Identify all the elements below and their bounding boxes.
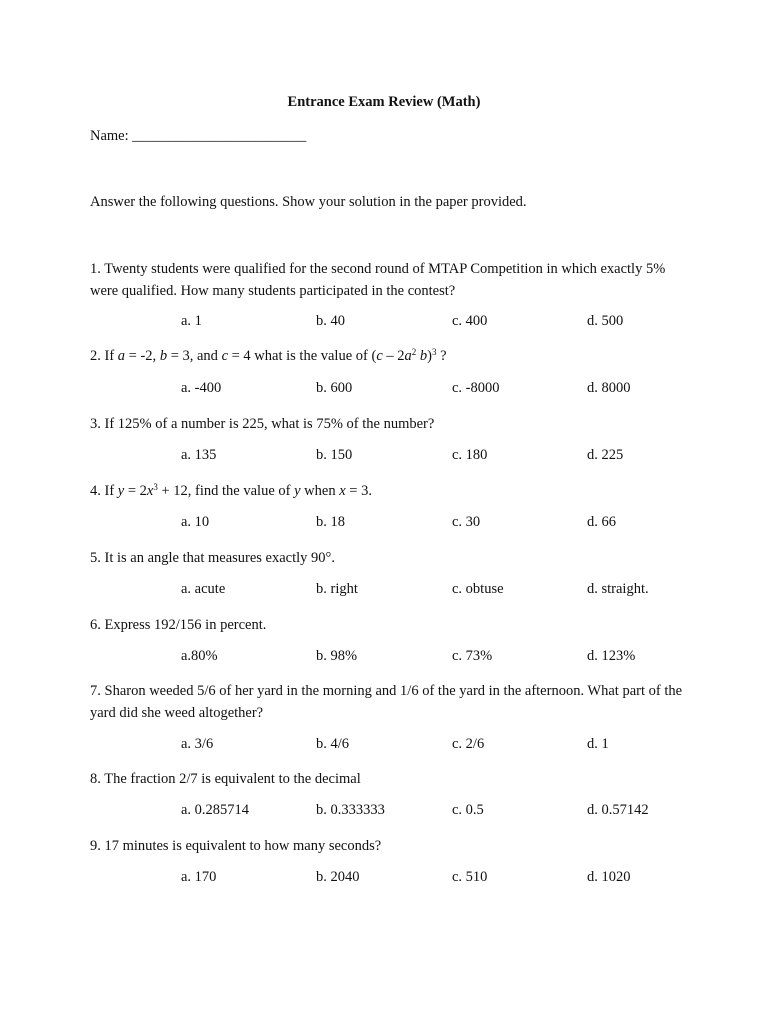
option-a: a. 135 [181, 447, 217, 463]
option-a: a. 170 [181, 869, 217, 885]
question-2: 2. If a = -2, b = 3, and c = 4 what is the value of ($c - 2a^2$ b)$^3$ ? [90, 347, 447, 364]
option-c: c. 73% [452, 648, 493, 664]
option-a: a. 1 [181, 313, 202, 329]
option-d: d. 225 [587, 447, 624, 463]
option-a: a. acute [181, 581, 226, 597]
question-1: 1. Twenty students were qualified for the second round of MTAP Competition in which exactly 5% were qualified. How many students participated in the contest? [90, 261, 666, 299]
question-4: 4. If $y = 2x^3 + 12$, find the value of y when x = 3. [90, 482, 372, 499]
question-8: 8. The fraction 2/7 is equivalent to the decimal [90, 771, 361, 787]
option-c: c. 2/6 [452, 736, 485, 752]
option-a: a. 10 [181, 514, 210, 530]
instructions: Answer the following questions. Show your solution in the paper provided. [90, 194, 527, 210]
option-b: b. 150 [316, 447, 353, 463]
option-d: d. 66 [587, 514, 616, 530]
question-6: 6. Express 192/156 in percent. [90, 617, 267, 633]
option-a: a. 0.285714 [181, 802, 250, 818]
option-d: d. 500 [587, 313, 624, 329]
option-c: c. 180 [452, 447, 488, 463]
option-b: b. 98% [316, 648, 358, 664]
question-7: 7. Sharon weeded 5/6 of her yard in the morning and 1/6 of the yard in the afternoon. What part of the yard did she weed altogether? [90, 683, 683, 721]
option-a: a. -400 [181, 380, 222, 396]
option-c: c. obtuse [452, 581, 504, 597]
option-c: c. 0.5 [452, 802, 484, 818]
option-d: d. 1 [587, 736, 609, 752]
document-title: Entrance Exam Review (Math) [287, 94, 481, 110]
option-b: b. right [316, 581, 358, 597]
option-d: d. 1020 [587, 869, 631, 885]
option-c: c. 400 [452, 313, 488, 329]
option-d: d. 123% [587, 648, 636, 664]
option-b: b. 0.333333 [316, 802, 385, 818]
option-c: c. 510 [452, 869, 488, 885]
name-field-label: Name: ________________________ [90, 128, 307, 144]
question-5: 5. It is an angle that measures exactly 90°. [90, 550, 335, 566]
option-b: b. 18 [316, 514, 345, 530]
option-a: a.80% [181, 648, 218, 664]
option-b: b. 4/6 [316, 736, 350, 752]
option-b: b. 600 [316, 380, 353, 396]
option-d: d. 0.57142 [587, 802, 649, 818]
option-b: b. 40 [316, 313, 345, 329]
option-c: c. -8000 [452, 380, 500, 396]
question-9: 9. 17 minutes is equivalent to how many seconds? [90, 838, 382, 854]
option-c: c. 30 [452, 514, 481, 530]
option-b: b. 2040 [316, 869, 360, 885]
option-d: d. straight. [587, 581, 649, 597]
option-d: d. 8000 [587, 380, 631, 396]
option-a: a. 3/6 [181, 736, 214, 752]
question-3: 3. If 125% of a number is 225, what is 75% of the number? [90, 416, 435, 432]
